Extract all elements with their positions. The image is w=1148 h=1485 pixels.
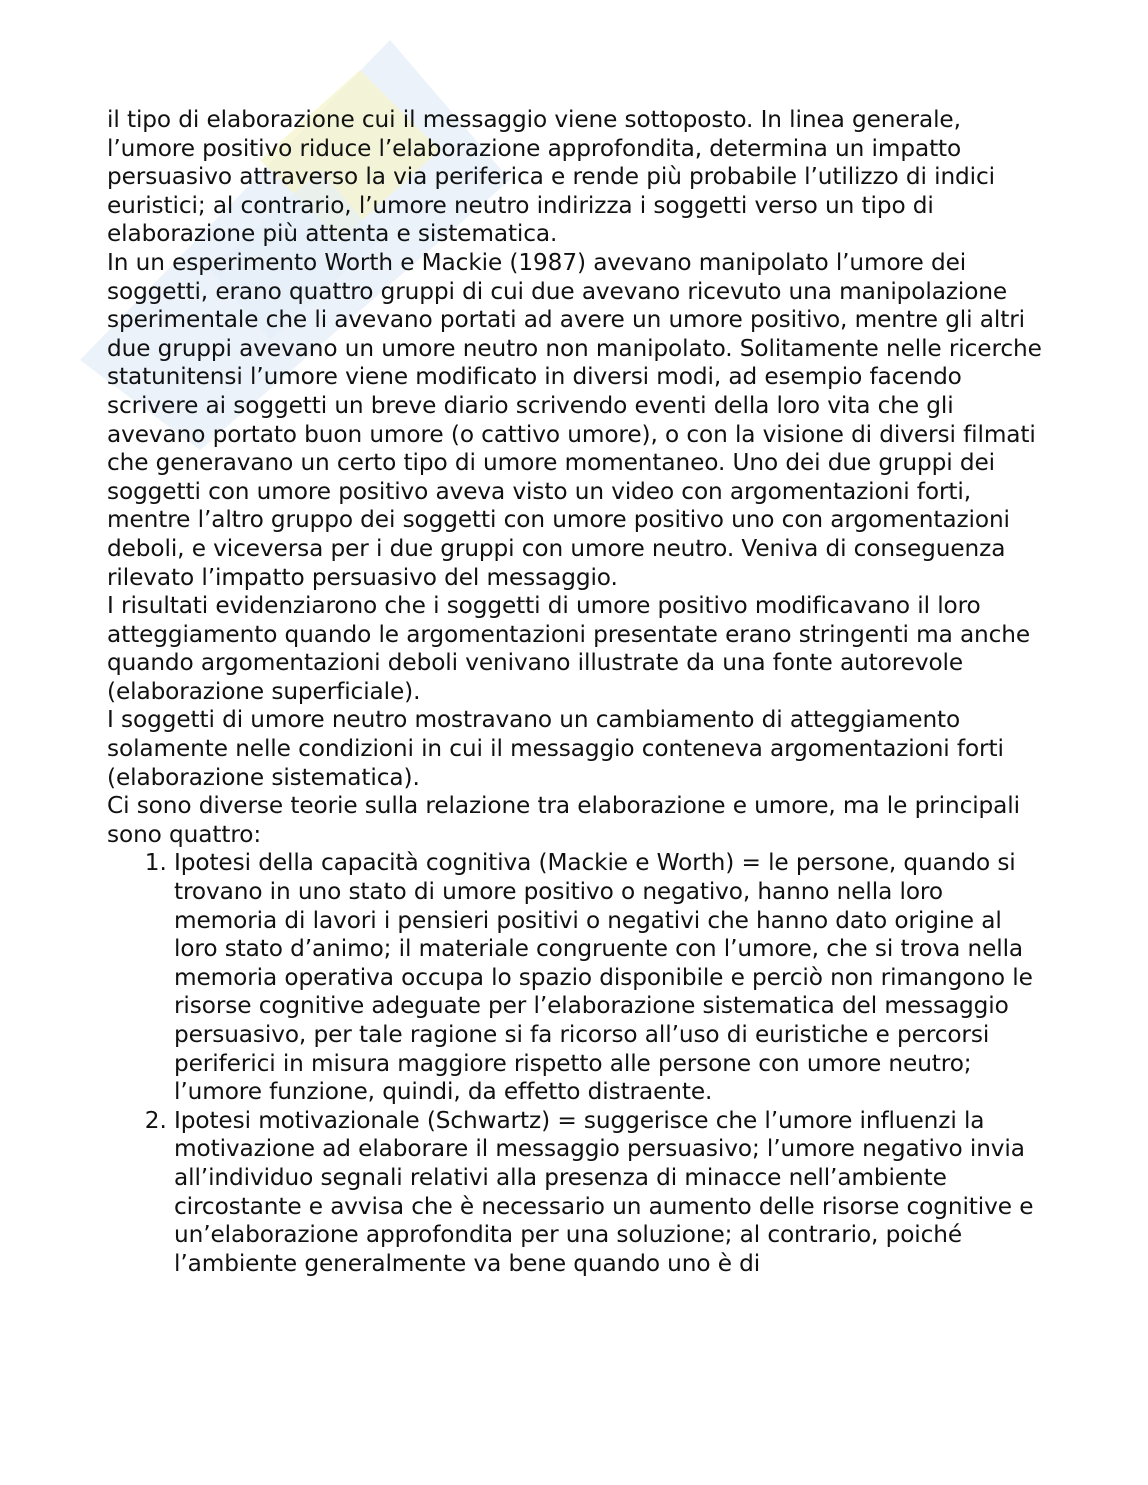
list-item: 1. Ipotesi della capacità cognitiva (Mackie e Worth) = le persone, quando si trovano in uno stato di umore positivo o negativo, hanno nella loro memoria di lavori i pensieri positivi o negativi che hanno dato origine al loro stato d’animo; il materiale congruente con l’umore, che si trova nella memoria operativa occupa lo spazio disponibile e perciò non rimangono le risorse cognitive adeguate per l’elaborazione sistematica del messaggio persuasivo, per tale ragione si fa ricorso all’uso di euristiche e percorsi periferici in misura maggiore rispetto alle persone con umore neutro; l’umore funzione, quindi, da effetto distraente. (174, 849, 1042, 1106)
paragraph-2: In un esperimento Worth e Mackie (1987) avevano manipolato l’umore dei soggetti, erano quattro gruppi di cui due avevano ricevuto una manipolazione sperimentale che li avevano portati ad avere un umore positivo, mentre gli altri due gruppi avevano un umore neutro non manipolato. Solitamente nelle ricerche statunitensi l’umore viene modificato in diversi modi, ad esempio facendo scrivere ai soggetti un breve diario scrivendo eventi della loro vita che gli avevano portato buon umore (o cattivo umore), o con la visione di diversi filmati che generavano un certo tipo di umore momentaneo. Uno dei due gruppi dei soggetti con umore positivo aveva visto un video con argomentazioni forti, mentre l’altro gruppo dei soggetti con umore positivo uno con argomentazioni deboli, e viceversa per i due gruppi con umore neutro. Veniva di conseguenza rilevato l’impatto persuasivo del messaggio. (107, 248, 1042, 591)
paragraph-5: Ci sono diverse teorie sulla relazione tra elaborazione e umore, ma le principali sono quattro: (107, 792, 1020, 848)
list-item: 2. Ipotesi motivazionale (Schwartz) = suggerisce che l’umore influenzi la motivazione ad elaborare il messaggio persuasivo; l’umore negativo invia all’individuo segnali relativi alla presenza di minacce nell’ambiente circostante e avvisa che è necessario un aumento delle risorse cognitive e un’elaborazione approfondita per una soluzione; al contrario, poiché l’ambiente generalmente va bene quando uno è di (174, 1107, 1042, 1279)
document-page (107, 106, 1042, 1278)
numbered-list (107, 849, 1042, 1278)
paragraph-1: il tipo di elaborazione cui il messaggio viene sottoposto. In linea generale, l’umore positivo riduce l’elaborazione approfondita, determina un impatto persuasivo attraverso la via periferica e rende più probabile l’utilizzo di indici euristici; al contrario, l’umore neutro indirizza i soggetti verso un tipo di elaborazione più attenta e sistematica. (107, 106, 996, 248)
paragraph-3: I risultati evidenziarono che i soggetti di umore positivo modificavano il loro atteggiamento quando le argomentazioni presentate erano stringenti ma anche quando argomentazioni deboli venivano illustrate da una fonte autorevole (elaborazione superficiale). (107, 592, 1031, 705)
paragraph-4: I soggetti di umore neutro mostravano un cambiamento di atteggiamento solamente nelle condizioni in cui il messaggio conteneva argomentazioni forti (elaborazione sistematica). (107, 706, 1004, 791)
